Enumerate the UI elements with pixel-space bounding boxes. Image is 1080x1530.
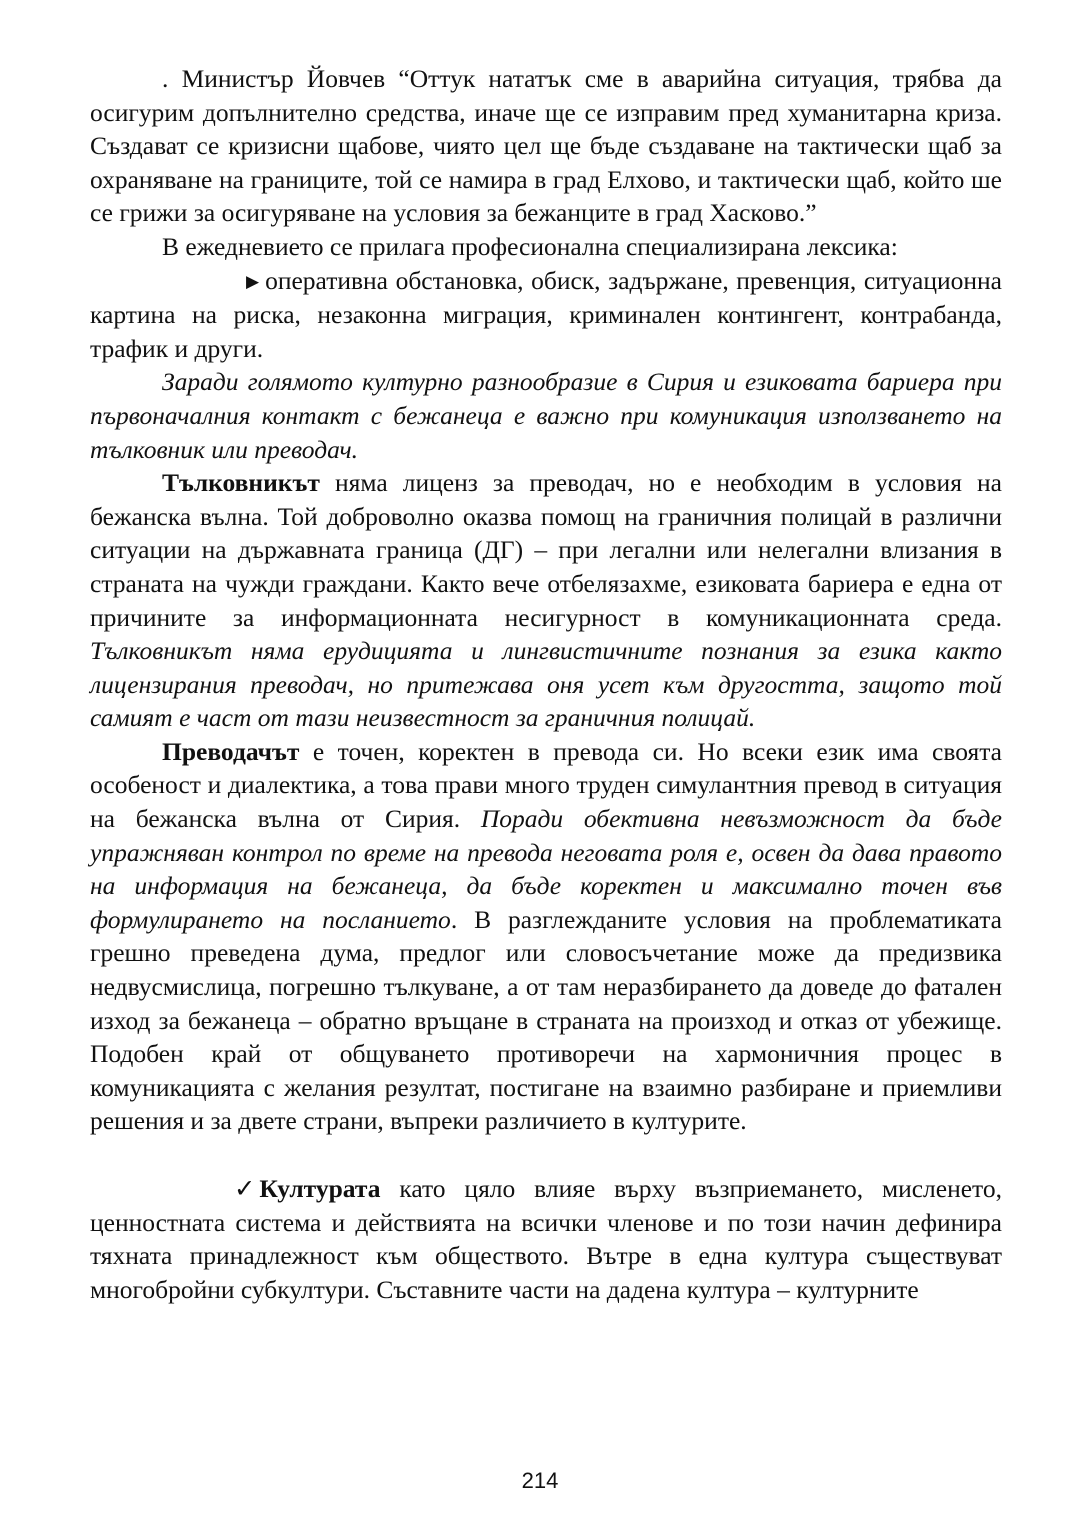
translator-term: Преводачът: [162, 736, 300, 766]
checkmark-icon: ✓: [234, 1174, 256, 1203]
translator-italic-text: Поради обективна невъзможност да бъде упражняван контрол по време на превода неговата роля е, освен да дава правото на информация на бежанеца, да бъде коректен и максимално точен във формулирането на посланието: [90, 804, 1002, 934]
interpreter-text: няма лиценз за преводач, но е необходим в условия на бежанска вълна. Той доброволно оказва помощ на граничния полицай в различни ситуации на държавната граница (ДГ) – при легални или нелегални влизания в страната на чужди граждани. Както вече отбелязахме, езиковата бариера е една от причините за информационната несигурност в комуникационната среда.: [90, 468, 1002, 632]
page-body: [90, 62, 1002, 1306]
culture-term: Културата: [259, 1174, 381, 1203]
translator-paragraph: [90, 735, 1002, 1138]
lexicon-intro-paragraph: В ежедневието се прилага професионална специализирана лексика:: [162, 231, 898, 261]
culture-paragraph: [90, 1172, 1002, 1306]
interpreter-italic-text: Тълковникът няма ерудицията и лингвистичните познания за езика както лицензирания преводач, но притежава оня усет към другостта, защото той самият е част от тази неизвестност за граничния полицай.: [90, 636, 1002, 733]
culture-text: като цяло влияе върху възприемането, мисленето, ценностната система и действията на всички членове и по този начин дефинира тяхната принадлежност към обществото. Вътре в една култура съществуват многобройни субкултури. Съставните части на дадена култура – културните: [90, 1174, 1002, 1304]
lexicon-list-paragraph: [90, 264, 1002, 366]
arrow-bullet-icon: ▶: [246, 271, 260, 291]
interpreter-note-paragraph: [90, 365, 1002, 466]
interpreter-paragraph: [90, 466, 1002, 735]
translator-text-1: е точен, коректен в превода си. Но всеки език има своята особеност и диалектика, а това прави много труден симулантния превод в ситуация на бежанска вълна от Сирия.: [90, 736, 1002, 834]
interpreter-note-text: Заради голямото културно разнообразие в Сирия и езиковата бариера при първоначалния контакт с бежанеца е важно при комуникация използването на тълковник или преводач.: [90, 367, 1002, 464]
page-number: 214: [521, 1468, 559, 1493]
lexicon-list-text: оперативна обстановка, обиск, задържане, превенция, ситуационна картина на риска, незаконна миграция, криминален контингент, контрабанда, трафик и други.: [90, 265, 1002, 363]
translator-text-2: . В разглежданите условия на проблематиката грешно преведена дума, предлог или словосъчетание може да предизвика недвусмислица, погрешно тълкуване, а от там неразбирането да доведе до фатален изход за бежанеца – обратно връщане в страната на произход и отказ от убежище. Подобен край от общуването противоречи на хармоничния процес в комуникацията с желания резултат, постигане на взаимно разбиране и приемливи решения и за двете страни, въпреки различието в културите.: [90, 904, 1002, 1136]
interpreter-term: Тълковникът: [162, 468, 320, 498]
quote-paragraph: . Министър Йовчев “Оттук нататък сме в аварийна ситуация, трябва да осигурим допълнително средства, иначе ще се изправим пред хуманитарна криза. Създават се кризисни щабове, чиято цел ще бъде създаване на тактически щаб за охраняване на границите, той се намира в град Елхово, и тактически щаб, който ше се грижи за осигуряване на условия за бежанците в град Хасково.”: [90, 64, 1002, 228]
